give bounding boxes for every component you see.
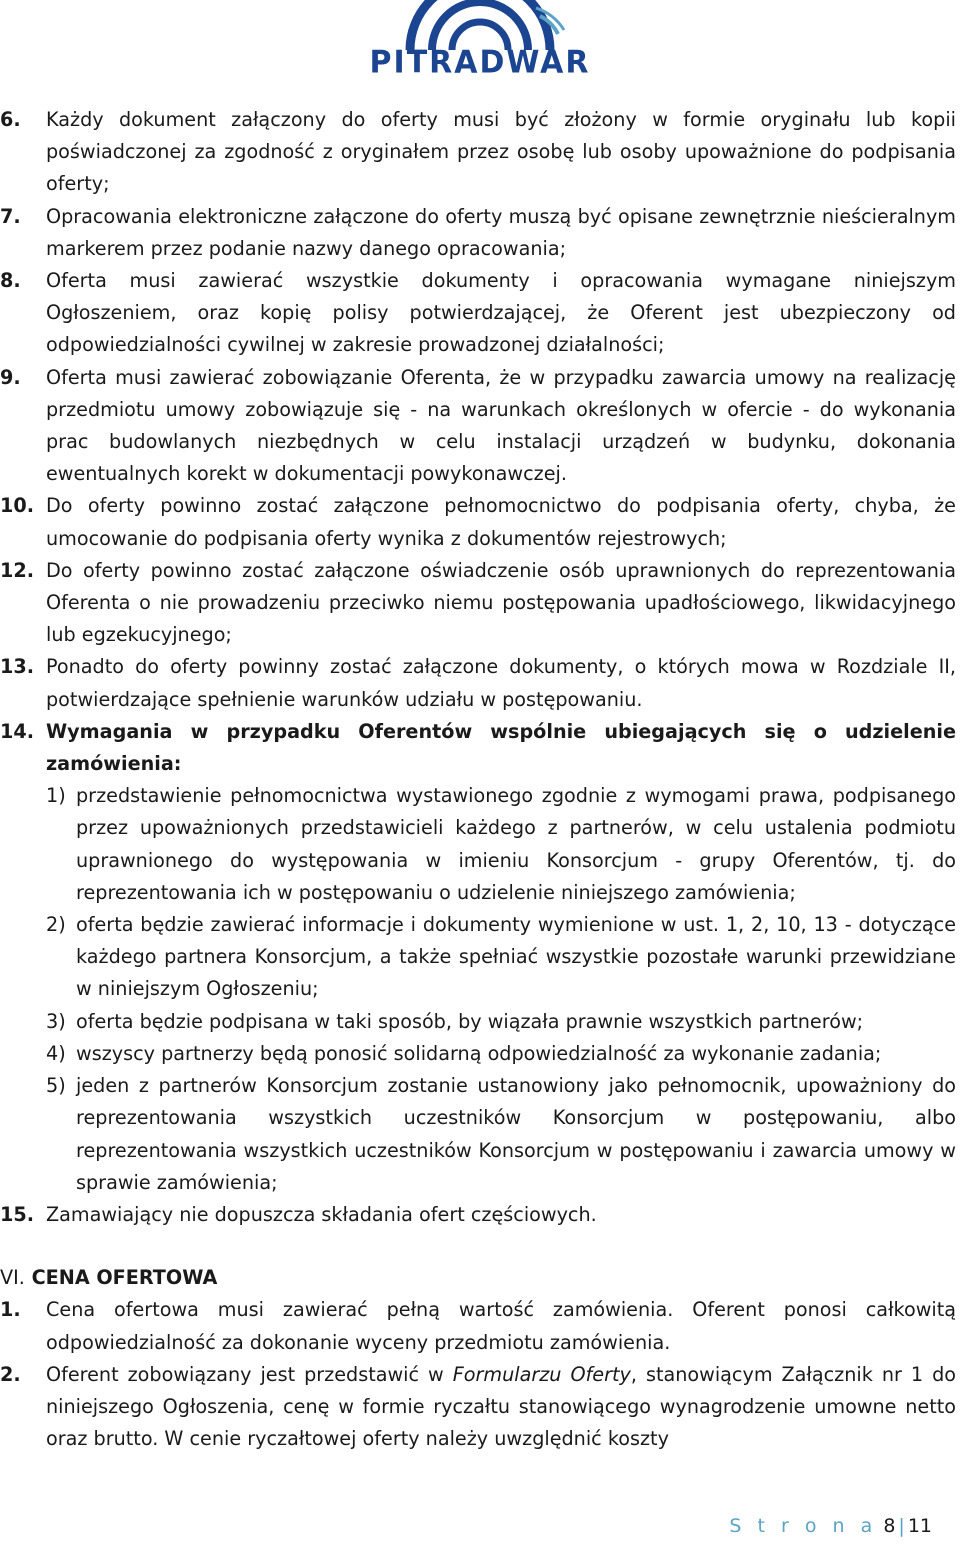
item-number: 1) [46,784,66,808]
item-text: Ponadto do oferty powinny zostać załączone dokumenty, o których mowa w Rozdziale II, potwierdzające spełnienie warunków udziału w postępowaniu. [46,655,956,711]
item-number: 8. [0,269,21,293]
sub-item [46,780,956,909]
item-text: Każdy dokument załączony do oferty musi być złożony w formie oryginału lub kopii poświadczonej za zgodność z oryginałem przez osobę lub osoby upoważnione do podpisania oferty; [46,108,956,196]
list-item-14 [0,716,956,1199]
item-heading: Wymagania w przypadku Oferentów wspólnie ubiegających się o udzielenie zamówienia: [46,719,956,776]
item-number: 15. [0,1202,34,1226]
item-text: przedstawienie pełnomocnictwa wystawionego zgodnie z wymogami prawa, podpisanego przez upoważnionych przedstawicieli każdego z partnerów, w celu ustalenia podmiotu uprawnionego do występowania w imieniu Konsorcjum - grupy Oferentów, tj. do reprezentowania ich w postępowaniu o udzielenie niniejszego zamówienia; [76,784,956,904]
page-separator: | [898,1515,905,1537]
item-text: Opracowania elektroniczne załączone do oferty muszą być opisane zewnętrznie nieścieralnym markerem przez podanie nazwy danego opracowania; [46,204,956,260]
item-number: 4) [46,1041,66,1065]
page-footer [729,1515,932,1537]
item-number: 6. [0,108,21,131]
item-text: oferta będzie podpisana w taki sposób, by wiązała prawnie wszystkich partnerów; [76,1009,864,1033]
item-text: Do oferty powinno zostać załączone oświadczenie osób uprawnionych do reprezentowania Oferenta o nie prowadzeniu przeciwko niemu postępowania upadłościowego, likwidacyjnego lub egzekucyjnego; [46,558,956,647]
section-title: CENA OFERTOWA [31,1266,218,1290]
page-number: 8 [883,1515,896,1537]
section-heading [0,1262,956,1294]
list-item [0,265,956,362]
section-item-2 [0,1359,956,1456]
section-item [0,1294,956,1358]
item-text: Oferta musi zawierać wszystkie dokumenty i opracowania wymagane niniejszym Ogłoszeniem, oraz kopię polisy potwierdzającej, że Oferent jest ubezpieczony od odpowiedzialności cywilnej w zakresie prowadzonej działalności; [46,269,956,357]
list-item [0,104,956,201]
item-text: jeden z partnerów Konsorcjum zostanie ustanowiony jako pełnomocnik, upoważniony do reprezentowania wszystkich uczestników Konsorcjum w postępowaniu, albo reprezentowania wszystkich uczestników Konsorcjum w postępowaniu i zawarcia umowy w sprawie zamówienia; [76,1074,956,1194]
item-text: Zamawiający nie dopuszcza składania ofert częściowych. [46,1202,597,1226]
requirements-list [0,104,956,716]
sub-item [46,909,956,1006]
item-text: Cena ofertowa musi zawierać pełną wartość zamówienia. Oferent ponosi całkowitą odpowiedzialność za dokonanie wyceny przedmiotu zamówienia. [46,1298,956,1354]
sub-item [46,1006,956,1038]
list-item [0,555,956,652]
item-number: 2) [46,913,66,937]
item-number: 7. [0,204,21,228]
item-text: wszyscy partnerzy będą ponosić solidarną odpowiedzialność za wykonanie zadania; [76,1041,882,1065]
item-number: 13. [0,655,34,679]
item-text: Oferent zobowiązany jest przedstawić w Formularzu Oferty, stanowiącym Załącznik nr 1 do niniejszego Ogłoszenia, cenę w formie ryczałtu stanowiącego wynagrodzenie umowne netto oraz brutto. W cenie ryczałtowej oferty należy uwzględnić koszty [46,1362,956,1451]
logo-text: PITRADWAR [369,44,591,81]
item-text: Do oferty powinno zostać załączone pełnomocnictwo do podpisania oferty, chyba, że umocowanie do podpisania oferty wynika z dokumentów rejestrowych; [46,494,956,550]
list-item-15 [0,1199,956,1231]
document-body [0,104,956,1455]
list-item [0,651,956,715]
sub-item [46,1038,956,1070]
list-item [0,201,956,265]
item-number: 1. [0,1298,21,1322]
item-number: 9. [0,365,21,389]
item-number: 2. [0,1362,21,1386]
page-total: 11 [907,1515,932,1537]
list-item [0,490,956,554]
list-item [0,362,956,491]
item-number: 3) [46,1009,66,1033]
item-text: Oferta musi zawierać zobowiązanie Oferenta, że w przypadku zawarcia umowy na realizację przedmiotu umowy zobowiązuje się - na warunkach określonych w ofercie - do wykonania prac budowlanych niezbędnych w celu instalacji urządzeń w budynku, dokonania ewentualnych korekt w dokumentacji powykonawczej. [46,365,956,486]
item-number: 12. [0,558,34,582]
radar-arc-icon [390,0,570,50]
form-name: Formularzu Oferty [452,1362,631,1386]
item-number: 14. [0,719,34,743]
item-text: oferta będzie zawierać informacje i dokumenty wymienione w ust. 1, 2, 10, 13 - dotyczące każdego partnera Konsorcjum, a także spełniać wszystkie pozostałe warunki przewidziane w niniejszym Ogłoszeniu; [76,913,956,1001]
section-number: VI. [0,1266,25,1290]
header-logo [0,0,960,86]
item-number: 10. [0,494,34,518]
sub-item [46,1070,956,1199]
page-label: S t r o n a [729,1515,878,1537]
item-number: 5) [46,1074,66,1098]
consortium-requirements [46,780,956,1199]
section-list [0,1294,956,1358]
